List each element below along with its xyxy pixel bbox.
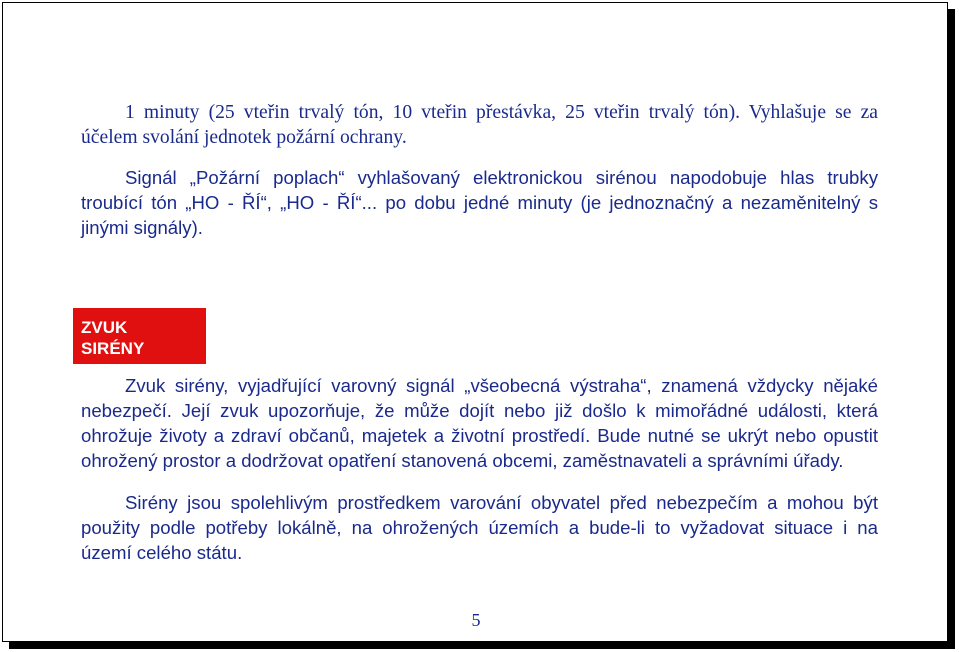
paragraph-3-line: Zvuk sirény, vyjadřující varovný signál „všeobecná výstraha“, znamená vždycky nějaké [125, 375, 878, 396]
section-badge-zvuk-sireny [73, 308, 206, 364]
paragraph-3-line: ohrožuje životy a zdraví občanů, majetek a životní prostředí. Bude nutné se ukrýt nebo opustit [81, 425, 878, 446]
badge-line-1: ZVUK [81, 318, 128, 337]
paragraph-2-line: troubící tón „HO - ŘÍ“, „HO - ŘÍ“... po dobu jedné minuty (je jednoznačný a nezaměnitelný s [81, 192, 878, 213]
page-number: 5 [471, 610, 481, 630]
paragraph-4-line: použity podle potřeby lokálně, na ohrožených územích a bude-li to vyžadovat situace i na [81, 517, 878, 538]
paragraph-2 [81, 165, 878, 240]
paragraph-1-line: účelem svolání jednotek požární ochrany. [81, 127, 407, 148]
badge-line-2: SIRÉNY [81, 339, 145, 358]
paragraph-4 [81, 490, 878, 565]
paragraph-1 [81, 100, 878, 150]
paragraph-4-line: území celého státu. [81, 542, 243, 563]
paragraph-1-line: 1 minuty (25 vteřin trvalý tón, 10 vteřin přestávka, 25 vteřin trvalý tón). Vyhlašuje se za [125, 102, 878, 123]
paragraph-2-line: jinými signály). [81, 217, 203, 238]
paragraph-3-line: ohrožený prostor a dodržovat opatření stanovená obcemi, zaměstnavateli a správními úřady. [81, 450, 844, 471]
paragraph-4-line: Sirény jsou spolehlivým prostředkem varování obyvatel před nebezpečím a mohou být [125, 492, 878, 513]
paragraph-3 [81, 373, 878, 473]
paragraph-2-line: Signál „Požární poplach“ vyhlašovaný elektronickou sirénou napodobuje hlas trubky [125, 167, 878, 188]
document-page [2, 2, 948, 642]
paragraph-3-line: nebezpečí. Její zvuk upozorňuje, že může dojít nebo již došlo k mimořádné události, která [81, 400, 878, 421]
